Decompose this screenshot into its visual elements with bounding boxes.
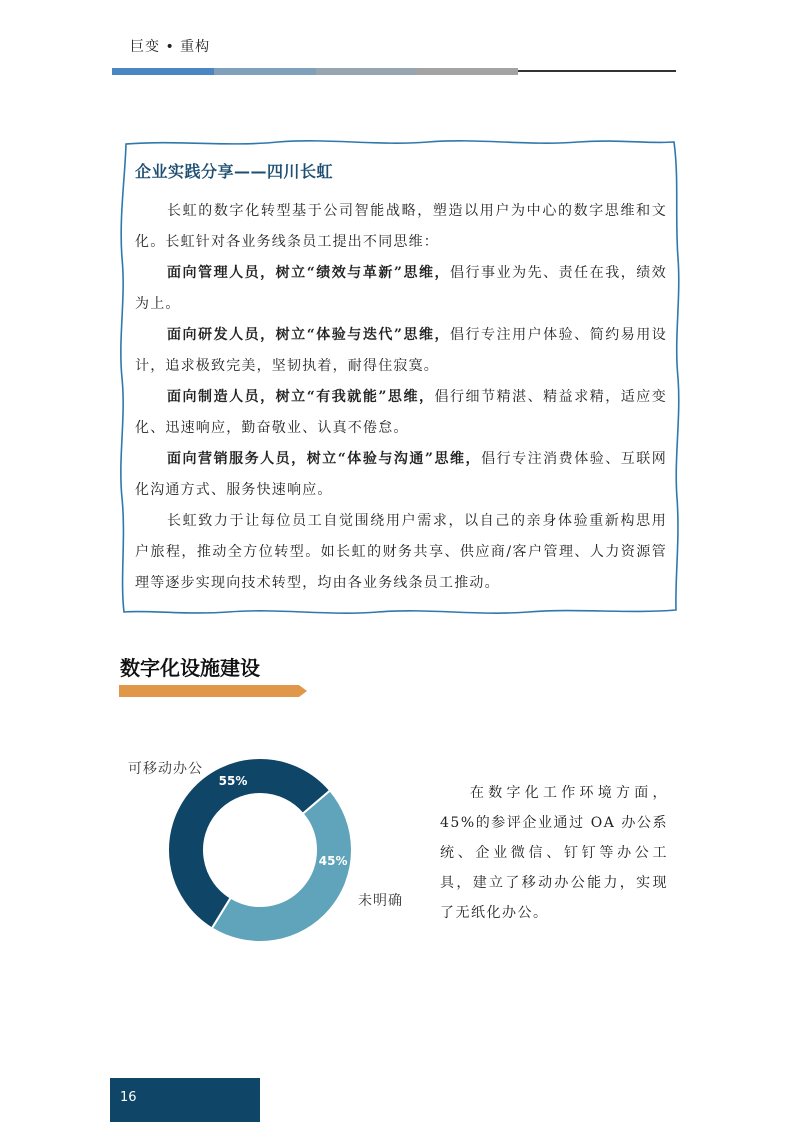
donut-value-label-2: 55% (218, 774, 248, 789)
case-item-heading: 面向研发人员，树立“体验与迭代”思维， (167, 327, 451, 343)
header-bar-segment-1 (112, 68, 214, 75)
case-item-heading: 面向管理人员，树立“绩效与革新”思维， (167, 265, 451, 281)
case-item-rnd (135, 320, 667, 382)
case-item-marketing (135, 444, 667, 506)
case-item-manufacturing (135, 382, 667, 444)
footer-page-block (110, 1078, 260, 1122)
case-item-management (135, 258, 667, 320)
case-item-text: 倡行事业为先、责任在我，绩效为上。 (135, 265, 667, 312)
mobile-office-donut-chart (160, 750, 360, 950)
donut-value-label-1: 45% (318, 854, 348, 869)
header-bar-segment-2 (214, 68, 316, 75)
chart-description: 在数字化工作环境方面，45%的参评企业通过 OA 办公系统、企业微信、钉钉等办公工具，建立了移动办公能力，实现了无纸化办公。 (440, 785, 668, 921)
case-item-heading: 面向营销服务人员，树立“体验与沟通”思维， (167, 451, 482, 467)
legend-label-mobile-office: 可移动办公 (128, 761, 203, 777)
case-box (135, 155, 667, 599)
case-item-text: 倡行专注消费体验、互联网化沟通方式、服务快速响应。 (135, 451, 667, 498)
legend-label-unspecified: 未明确 (358, 893, 403, 909)
page-number: 16 (120, 1090, 137, 1105)
case-item-text: 倡行专注用户体验、简约易用设计，追求极致完美，坚韧执着，耐得住寂寞。 (135, 327, 667, 374)
header-bar-segment-3 (316, 68, 417, 75)
case-item-heading: 面向制造人员，树立“有我就能”思维， (167, 389, 435, 405)
running-header: 巨变 • 重构 (130, 39, 211, 55)
case-box-title: 企业实践分享——四川长虹 (135, 162, 334, 181)
section-title: 数字化设施建设 (120, 656, 260, 680)
section-title-underline (119, 685, 309, 697)
case-item-text: 倡行细节精湛、精益求精，适应变化、迅速响应，勤奋敬业、认真不倦怠。 (135, 389, 667, 436)
header-bar-segment-4 (417, 68, 518, 75)
case-intro-paragraph: 长虹的数字化转型基于公司智能战略，塑造以用户为中心的数字思维和文化。长虹针对各业务线条员工提出不同思维： (135, 203, 667, 250)
case-closing-paragraph: 长虹致力于让每位员工自觉围绕用户需求，以自己的亲身体验重新构思用户旅程，推动全方位转型。如长虹的财务共享、供应商/客户管理、人力资源管理等逐步实现向技术转型，均由各业务线条员工推动。 (135, 513, 667, 591)
header-rule (518, 70, 676, 72)
